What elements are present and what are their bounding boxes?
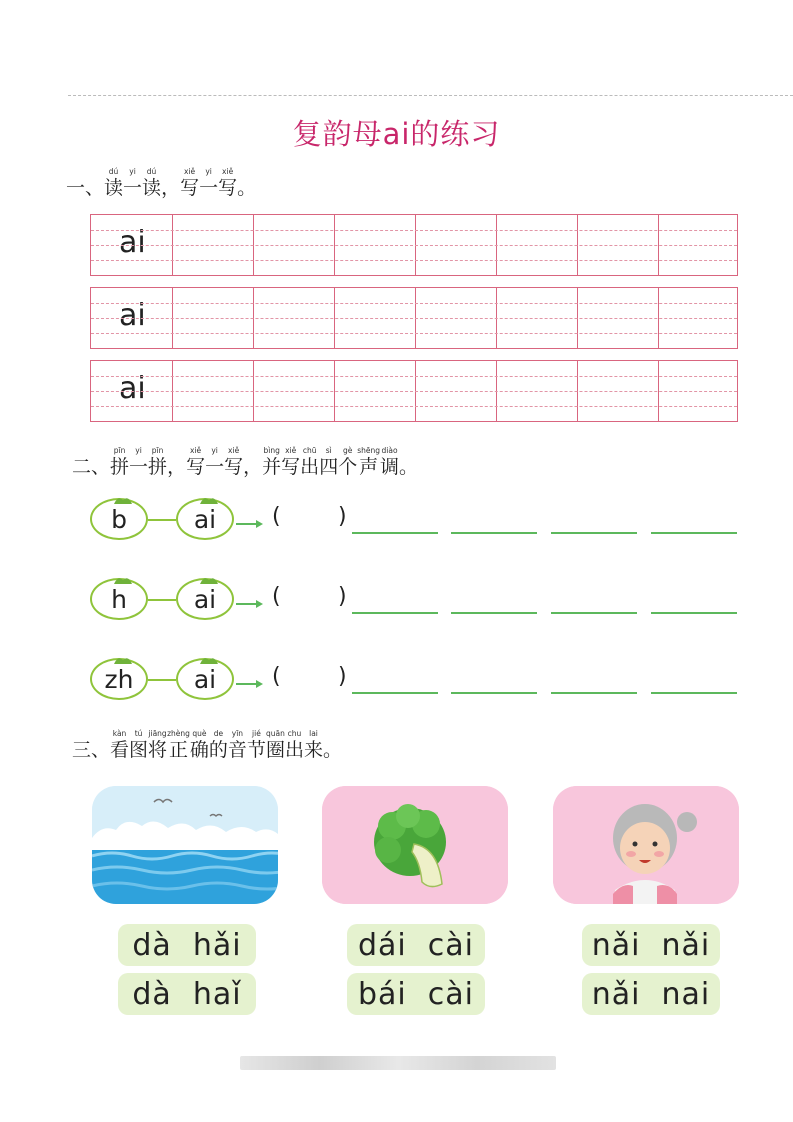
- heading-char: [319, 446, 338, 478]
- leaf-icon: [198, 650, 220, 660]
- heading-char: [110, 446, 129, 478]
- heading-char: [167, 729, 190, 761]
- pinyin-annotation: pīn: [151, 446, 164, 455]
- hanzi: 调: [380, 456, 400, 478]
- hanzi: 一: [123, 177, 143, 199]
- pinyin-annotation: yīn: [231, 729, 244, 738]
- leaf-icon: [112, 490, 134, 500]
- heading-char: [180, 167, 199, 199]
- answer-paren-close: ): [338, 664, 347, 689]
- pinyin-annotation: yi: [129, 167, 136, 176]
- heading-char: [72, 729, 110, 761]
- grid-example-ai: ai: [119, 225, 146, 260]
- heading-char: [123, 167, 142, 199]
- pinyin-annotation: pīn: [113, 446, 126, 455]
- pinyin-annotation: quān: [266, 729, 285, 738]
- hanzi: 写: [218, 177, 238, 199]
- pinyin-annotation: yi: [211, 446, 218, 455]
- hanzi: 写: [186, 456, 206, 478]
- hanzi: 看: [110, 739, 130, 761]
- heading-char: [72, 446, 110, 478]
- heading-char: [323, 729, 342, 761]
- arrow-icon: [236, 514, 264, 524]
- initial-bubble: h: [90, 578, 148, 620]
- syllable-option[interactable]: nǎi nǎi: [582, 924, 720, 966]
- heading-char: [304, 729, 323, 761]
- page-title: 复韵母ai的练习: [292, 117, 501, 151]
- hanzi: 写: [281, 456, 301, 478]
- hanzi: 并: [262, 456, 282, 478]
- heading-char: [190, 729, 209, 761]
- hanzi: 来: [303, 739, 323, 761]
- answer-blank-line: [651, 692, 737, 694]
- leaf-icon: [112, 570, 134, 580]
- hanzi: 。: [399, 456, 419, 478]
- grandma-picture: [553, 786, 739, 904]
- pinyin-annotation: xiě: [190, 446, 202, 455]
- heading-char: [104, 167, 123, 199]
- heading-char: [243, 446, 262, 478]
- sea-picture: [92, 786, 278, 904]
- section2-heading: [72, 446, 418, 478]
- pinyin-annotation: kàn: [112, 729, 127, 738]
- pinyin-annotation: chū: [302, 446, 317, 455]
- answer-blank-line: [551, 532, 637, 534]
- leaf-icon: [112, 650, 134, 660]
- section1-heading: [66, 167, 256, 199]
- heading-char: [205, 446, 224, 478]
- heading-char: [266, 729, 285, 761]
- answer-blank-line: [551, 692, 637, 694]
- answer-paren-open: (: [272, 504, 281, 529]
- pinyin-annotation: xiě: [222, 167, 234, 176]
- heading-char: [262, 446, 281, 478]
- syllable-option[interactable]: bái cài: [347, 973, 485, 1015]
- pinyin-annotation: xiě: [184, 167, 196, 176]
- arrow-icon: [236, 674, 264, 684]
- answer-blank-line: [352, 612, 438, 614]
- answer-blank-line: [451, 692, 537, 694]
- final-bubble: ai: [176, 578, 234, 620]
- answer-paren-close: ): [338, 504, 347, 529]
- heading-char: [186, 446, 205, 478]
- grid-guide-line: [91, 260, 737, 261]
- hanzi: 一: [199, 177, 219, 199]
- grid-example-ai: ai: [119, 371, 146, 406]
- heading-char: [380, 446, 399, 478]
- hanzi: ，: [243, 456, 263, 478]
- hanzi: 出: [300, 456, 320, 478]
- answer-blank-line: [352, 532, 438, 534]
- section3-heading: [72, 729, 342, 761]
- pinyin-annotation: shēng: [357, 446, 381, 455]
- watermark-blur: [240, 1056, 556, 1070]
- heading-char: [281, 446, 300, 478]
- hanzi: 四: [319, 456, 339, 478]
- connector-line: [148, 519, 176, 521]
- heading-char: [209, 729, 228, 761]
- hanzi: 一: [129, 456, 149, 478]
- hanzi: 写: [224, 456, 244, 478]
- pinyin-annotation: zhèng: [167, 729, 190, 738]
- hanzi: 。: [323, 739, 343, 761]
- grid-guide-line: [91, 391, 737, 392]
- heading-char: [66, 167, 104, 199]
- pinyin-annotation: bìng: [263, 446, 280, 455]
- final-bubble: ai: [176, 498, 234, 540]
- pinyin-annotation: dú: [108, 167, 119, 176]
- initial-bubble: zh: [90, 658, 148, 700]
- hanzi: 将: [148, 739, 168, 761]
- pinyin-annotation: chu: [287, 729, 302, 738]
- hanzi: ，: [167, 456, 187, 478]
- heading-char: [129, 446, 148, 478]
- hanzi: 确: [189, 739, 209, 761]
- heading-char: [161, 167, 180, 199]
- cabbage-picture: [322, 786, 508, 904]
- grid-example-ai: ai: [119, 298, 146, 333]
- heading-char: [247, 729, 266, 761]
- answer-blank-line: [352, 692, 438, 694]
- top-dashed-divider: [68, 95, 793, 96]
- leaf-icon: [198, 570, 220, 580]
- leaf-icon: [198, 490, 220, 500]
- syllable-option[interactable]: dà hǎi: [118, 924, 256, 966]
- syllable-option[interactable]: nǎi nai: [582, 973, 720, 1015]
- heading-char: [237, 167, 256, 199]
- hanzi: 拼: [148, 456, 168, 478]
- answer-paren-open: (: [272, 584, 281, 609]
- heading-char: [218, 167, 237, 199]
- hanzi: 一、: [66, 177, 105, 199]
- hanzi: ，: [161, 177, 181, 199]
- grid-guide-line: [91, 303, 737, 304]
- hanzi: 拼: [110, 456, 130, 478]
- heading-char: [338, 446, 357, 478]
- initial-bubble: b: [90, 498, 148, 540]
- pinyin-annotation: lai: [309, 729, 318, 738]
- pinyin-annotation: què: [192, 729, 207, 738]
- hanzi: 二、: [72, 456, 111, 478]
- pinyin-annotation: jié: [252, 729, 261, 738]
- hanzi: 正: [168, 739, 188, 761]
- final-bubble: ai: [176, 658, 234, 700]
- hanzi: 出: [284, 739, 304, 761]
- answer-paren-open: (: [272, 664, 281, 689]
- heading-char: [199, 167, 218, 199]
- pinyin-annotation: xiě: [285, 446, 297, 455]
- hanzi: 图: [129, 739, 149, 761]
- heading-char: [300, 446, 319, 478]
- heading-char: [148, 729, 167, 761]
- writing-grid-row-3: [90, 360, 738, 422]
- pinyin-annotation: dú: [146, 167, 157, 176]
- pinyin-annotation: sì: [325, 446, 332, 455]
- heading-char: [228, 729, 247, 761]
- writing-grid-row-1: [90, 214, 738, 276]
- grid-guide-line: [91, 406, 737, 407]
- grid-guide-line: [91, 230, 737, 231]
- answer-blank-line: [651, 612, 737, 614]
- hanzi: 写: [180, 177, 200, 199]
- hanzi: 读: [142, 177, 162, 199]
- heading-char: [224, 446, 243, 478]
- heading-char: [129, 729, 148, 761]
- arrow-icon: [236, 594, 264, 604]
- pinyin-annotation: de: [213, 729, 224, 738]
- heading-char: [142, 167, 161, 199]
- hanzi: 。: [237, 177, 257, 199]
- hanzi: 一: [205, 456, 225, 478]
- pinyin-annotation: tú: [134, 729, 143, 738]
- heading-char: [110, 729, 129, 761]
- answer-blank-line: [451, 532, 537, 534]
- hanzi: 声: [359, 456, 379, 478]
- heading-char: [357, 446, 380, 478]
- hanzi: 圈: [265, 739, 285, 761]
- answer-paren-close: ): [338, 584, 347, 609]
- heading-char: [167, 446, 186, 478]
- answer-blank-line: [451, 612, 537, 614]
- hanzi: 节: [246, 739, 266, 761]
- hanzi: 读: [104, 177, 124, 199]
- hanzi: 的: [208, 739, 228, 761]
- grid-guide-line: [91, 245, 737, 246]
- connector-line: [148, 679, 176, 681]
- heading-char: [399, 446, 418, 478]
- hanzi: 三、: [72, 739, 111, 761]
- pinyin-annotation: yi: [135, 446, 142, 455]
- pinyin-annotation: gè: [343, 446, 353, 455]
- pinyin-annotation: yi: [205, 167, 212, 176]
- pinyin-annotation: diào: [381, 446, 398, 455]
- connector-line: [148, 599, 176, 601]
- pinyin-annotation: jiāng: [148, 729, 167, 738]
- grid-guide-line: [91, 376, 737, 377]
- answer-blank-line: [551, 612, 637, 614]
- grid-guide-line: [91, 318, 737, 319]
- grid-guide-line: [91, 333, 737, 334]
- answer-blank-line: [651, 532, 737, 534]
- heading-char: [285, 729, 304, 761]
- writing-grid-row-2: [90, 287, 738, 349]
- hanzi: 个: [338, 456, 358, 478]
- pinyin-annotation: xiě: [228, 446, 240, 455]
- syllable-option[interactable]: dà haǐ: [118, 973, 256, 1015]
- hanzi: 音: [227, 739, 247, 761]
- syllable-option[interactable]: dái cài: [347, 924, 485, 966]
- heading-char: [148, 446, 167, 478]
